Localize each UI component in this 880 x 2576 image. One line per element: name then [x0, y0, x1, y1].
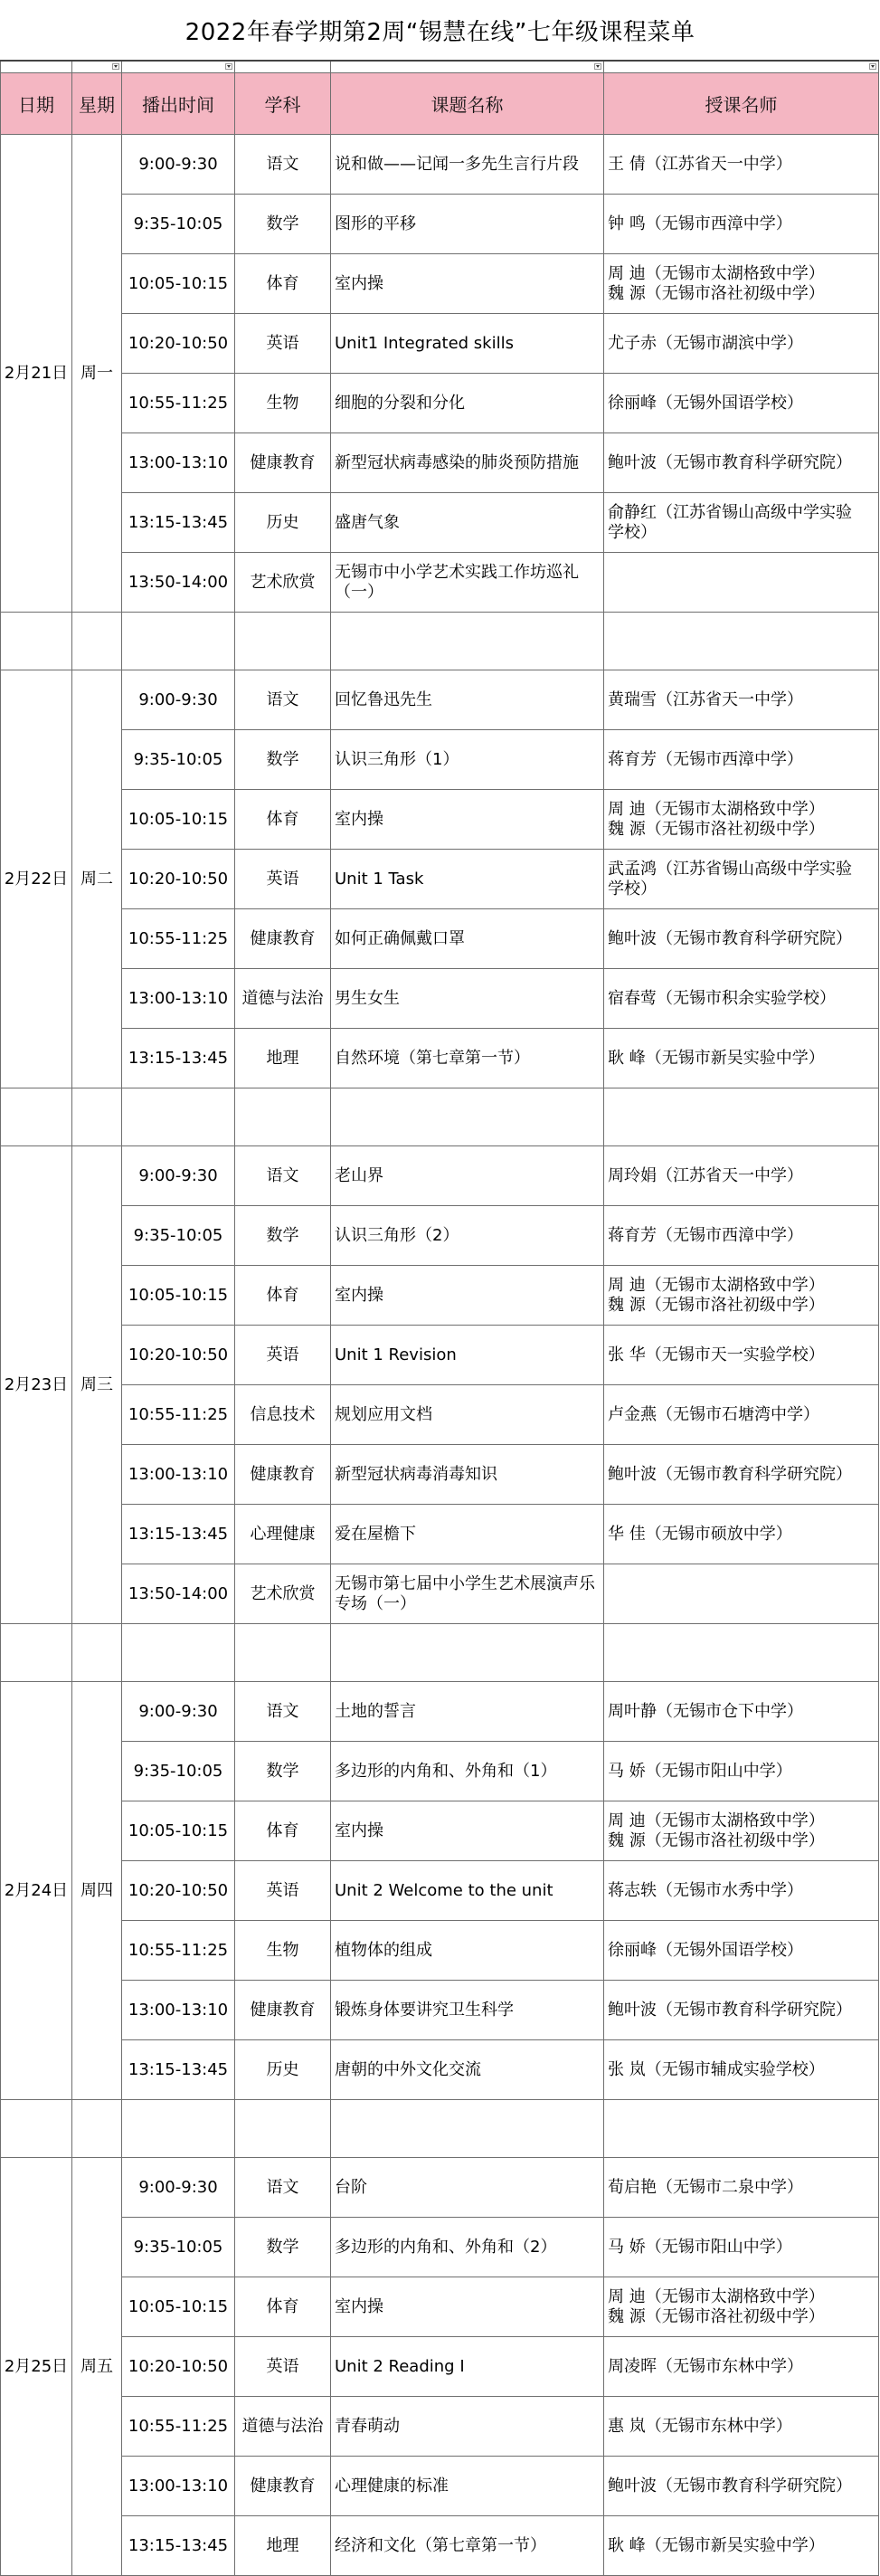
time-cell[interactable]: 9:00-9:30: [122, 1146, 235, 1206]
subject-cell[interactable]: 体育: [235, 254, 331, 314]
subject-cell[interactable]: 语文: [235, 1682, 331, 1742]
topic-cell[interactable]: 细胞的分裂和分化: [331, 374, 604, 433]
subject-cell[interactable]: 历史: [235, 493, 331, 553]
time-cell[interactable]: 13:00-13:10: [122, 1445, 235, 1505]
teacher-cell[interactable]: [604, 1564, 879, 1624]
empty-cell[interactable]: [72, 2100, 122, 2158]
time-cell[interactable]: 10:05-10:15: [122, 1801, 235, 1861]
topic-cell[interactable]: 植物体的组成: [331, 1921, 604, 1981]
table-row: [1, 1742, 879, 1801]
time-cell[interactable]: 10:55-11:25: [122, 374, 235, 433]
header-weekday[interactable]: 星期: [72, 73, 122, 135]
topic-cell[interactable]: 图形的平移: [331, 195, 604, 254]
topic-cell[interactable]: 室内操: [331, 2277, 604, 2337]
topic-cell[interactable]: 多边形的内角和、外角和（1）: [331, 1742, 604, 1801]
empty-cell[interactable]: [604, 1088, 879, 1146]
table-row: [1, 1564, 879, 1624]
subject-cell[interactable]: 体育: [235, 1801, 331, 1861]
filter-dropdown-icon[interactable]: [112, 63, 119, 70]
subject-cell[interactable]: 英语: [235, 1861, 331, 1921]
teacher-line: 徐丽峰（无锡外国语学校）: [608, 393, 803, 413]
teacher-line: 蒋育芳（无锡市西漳中学）: [608, 749, 803, 769]
topic-cell[interactable]: 盛唐气象: [331, 493, 604, 553]
subject-cell[interactable]: 体育: [235, 1266, 331, 1326]
subject-cell[interactable]: 体育: [235, 2277, 331, 2337]
sheet-title: 2022年春学期第2周“锡慧在线”七年级课程菜单: [185, 18, 695, 46]
spacer-row: [1, 2100, 879, 2158]
weekday-cell[interactable]: 周一: [72, 135, 122, 613]
header-topic[interactable]: 课题名称: [331, 73, 604, 135]
table-row: [1, 195, 879, 254]
empty-cell[interactable]: [235, 1088, 331, 1146]
time-cell[interactable]: 9:00-9:30: [122, 1682, 235, 1742]
subject-cell[interactable]: 语文: [235, 670, 331, 730]
time-cell[interactable]: 13:15-13:45: [122, 2516, 235, 2576]
time-cell[interactable]: 9:35-10:05: [122, 730, 235, 790]
topic-cell[interactable]: 认识三角形（1）: [331, 730, 604, 790]
teacher-line: 宿春莺（无锡市积余实验学校）: [608, 988, 836, 1008]
teacher-cell[interactable]: [604, 2397, 879, 2457]
weekday-cell[interactable]: 周五: [72, 2158, 122, 2576]
topic-cell[interactable]: 新型冠状病毒消毒知识: [331, 1445, 604, 1505]
filter-gutter-cell: [122, 61, 235, 73]
time-cell[interactable]: 13:50-14:00: [122, 553, 235, 613]
teacher-cell[interactable]: [604, 195, 879, 254]
teacher-line: 马 娇（无锡市阳山中学）: [608, 2237, 792, 2257]
teacher-cell[interactable]: [604, 969, 879, 1029]
teacher-line: 魏 源（无锡市洛社初级中学）: [608, 819, 825, 839]
subject-cell[interactable]: 生物: [235, 1921, 331, 1981]
teacher-line: 耿 峰（无锡市新吴实验中学）: [608, 1048, 825, 1068]
teacher-line: 张 华（无锡市天一实验学校）: [608, 1345, 825, 1364]
header-row: [1, 73, 879, 135]
time-cell[interactable]: 10:05-10:15: [122, 2277, 235, 2337]
topic-cell[interactable]: 认识三角形（2）: [331, 1206, 604, 1266]
empty-cell[interactable]: [1, 2100, 72, 2158]
teacher-line: 鲍叶波（无锡市教育科学研究院）: [608, 2000, 852, 2020]
table-row: [1, 670, 879, 730]
teacher-cell[interactable]: [604, 1981, 879, 2040]
teacher-cell[interactable]: [604, 1445, 879, 1505]
teacher-cell[interactable]: [604, 1742, 879, 1801]
teacher-line: 学校）: [608, 522, 657, 542]
table-row: [1, 1206, 879, 1266]
time-cell[interactable]: 9:00-9:30: [122, 2158, 235, 2218]
teacher-line: 周 迪（无锡市太湖格致中学）: [608, 799, 825, 819]
table-row: [1, 850, 879, 909]
time-cell[interactable]: 10:55-11:25: [122, 909, 235, 969]
teacher-line: 周玲娟（江苏省天一中学）: [608, 1165, 803, 1185]
time-cell[interactable]: 10:20-10:50: [122, 1326, 235, 1385]
teacher-line: 华 佳（无锡市硕放中学）: [608, 1524, 792, 1544]
teacher-line: 钟 鸣（无锡市西漳中学）: [608, 214, 792, 233]
time-cell[interactable]: 10:05-10:15: [122, 1266, 235, 1326]
date-cell[interactable]: 2月21日: [1, 135, 72, 613]
time-cell[interactable]: 10:55-11:25: [122, 2397, 235, 2457]
topic-cell[interactable]: Unit 2 Welcome to the unit: [331, 1861, 604, 1921]
header-date[interactable]: 日期: [1, 73, 72, 135]
table-row: [1, 314, 879, 374]
time-cell[interactable]: 10:55-11:25: [122, 1385, 235, 1445]
table-row: [1, 969, 879, 1029]
subject-cell[interactable]: 英语: [235, 850, 331, 909]
topic-cell[interactable]: 说和做——记闻一多先生言行片段: [331, 135, 604, 195]
teacher-line: 鲍叶波（无锡市教育科学研究院）: [608, 928, 852, 948]
teacher-cell[interactable]: [604, 2277, 879, 2337]
time-cell[interactable]: 10:20-10:50: [122, 2337, 235, 2397]
topic-cell[interactable]: 新型冠状病毒感染的肺炎预防措施: [331, 433, 604, 493]
teacher-cell[interactable]: [604, 670, 879, 730]
subject-cell[interactable]: 道德与法治: [235, 2397, 331, 2457]
table-row: [1, 730, 879, 790]
teacher-line: 鲍叶波（无锡市教育科学研究院）: [608, 452, 852, 472]
subject-cell[interactable]: 语文: [235, 135, 331, 195]
topic-cell[interactable]: 经济和文化（第七章第一节）: [331, 2516, 604, 2576]
teacher-cell[interactable]: [604, 1029, 879, 1088]
subject-cell[interactable]: 地理: [235, 2516, 331, 2576]
time-cell[interactable]: 9:35-10:05: [122, 195, 235, 254]
time-cell[interactable]: 13:00-13:10: [122, 433, 235, 493]
empty-cell[interactable]: [604, 1624, 879, 1682]
teacher-cell[interactable]: [604, 2158, 879, 2218]
table-row: [1, 1326, 879, 1385]
table-row: [1, 2158, 879, 2218]
empty-cell[interactable]: [235, 1624, 331, 1682]
subject-cell[interactable]: 历史: [235, 2040, 331, 2100]
time-cell[interactable]: 9:35-10:05: [122, 1206, 235, 1266]
time-cell[interactable]: 9:00-9:30: [122, 135, 235, 195]
time-cell[interactable]: 10:20-10:50: [122, 1861, 235, 1921]
date-cell[interactable]: 2月25日: [1, 2158, 72, 2576]
teacher-cell[interactable]: [604, 2040, 879, 2100]
teacher-cell[interactable]: [604, 1921, 879, 1981]
filter-dropdown-icon[interactable]: [869, 63, 876, 70]
time-cell[interactable]: 13:00-13:10: [122, 2457, 235, 2516]
teacher-line: 马 娇（无锡市阳山中学）: [608, 1761, 792, 1781]
teacher-line: 周叶静（无锡市仓下中学）: [608, 1701, 803, 1721]
filter-gutter-cell: [331, 61, 604, 73]
empty-cell[interactable]: [122, 1624, 235, 1682]
subject-cell[interactable]: 数学: [235, 1206, 331, 1266]
teacher-line: 荀启艳（无锡市二泉中学）: [608, 2177, 803, 2197]
topic-cell[interactable]: 室内操: [331, 1801, 604, 1861]
empty-cell[interactable]: [1, 1624, 72, 1682]
topic-cell[interactable]: Unit 2 Reading I: [331, 2337, 604, 2397]
subject-cell[interactable]: 道德与法治: [235, 969, 331, 1029]
teacher-line: 周 迪（无锡市太湖格致中学）: [608, 2286, 825, 2306]
table-row: [1, 909, 879, 969]
table-row: [1, 135, 879, 195]
topic-cell[interactable]: 室内操: [331, 790, 604, 850]
topic-cell[interactable]: 室内操: [331, 1266, 604, 1326]
time-cell[interactable]: 10:55-11:25: [122, 1921, 235, 1981]
topic-cell[interactable]: 规划应用文档: [331, 1385, 604, 1445]
date-cell[interactable]: 2月24日: [1, 1682, 72, 2100]
table-row: [1, 2277, 879, 2337]
time-cell[interactable]: 13:00-13:10: [122, 969, 235, 1029]
time-cell[interactable]: 10:05-10:15: [122, 254, 235, 314]
teacher-cell[interactable]: [604, 1326, 879, 1385]
teacher-cell[interactable]: [604, 135, 879, 195]
subject-cell[interactable]: 信息技术: [235, 1385, 331, 1445]
teacher-cell[interactable]: [604, 254, 879, 314]
teacher-cell[interactable]: [604, 314, 879, 374]
time-cell[interactable]: 13:00-13:10: [122, 1981, 235, 2040]
topic-cell[interactable]: Unit1 Integrated skills: [331, 314, 604, 374]
table-row: [1, 254, 879, 314]
teacher-line: 魏 源（无锡市洛社初级中学）: [608, 283, 825, 303]
time-cell[interactable]: 10:20-10:50: [122, 850, 235, 909]
table-row: [1, 2397, 879, 2457]
subject-cell[interactable]: 数学: [235, 730, 331, 790]
teacher-line: 鲍叶波（无锡市教育科学研究院）: [608, 1464, 852, 1484]
teacher-line: 鲍叶波（无锡市教育科学研究院）: [608, 2476, 852, 2495]
topic-cell[interactable]: 无锡市中小学艺术实践工作坊巡礼（一）: [331, 553, 604, 613]
teacher-cell[interactable]: [604, 1385, 879, 1445]
table-row: [1, 1682, 879, 1742]
time-cell[interactable]: 13:15-13:45: [122, 1505, 235, 1564]
subject-cell[interactable]: 艺术欣赏: [235, 553, 331, 613]
table-row: [1, 1445, 879, 1505]
topic-cell[interactable]: 爱在屋檐下: [331, 1505, 604, 1564]
filter-gutter-cell: [72, 61, 122, 73]
date-cell[interactable]: 2月22日: [1, 670, 72, 1088]
teacher-cell[interactable]: [604, 553, 879, 613]
empty-cell[interactable]: [235, 613, 331, 670]
empty-cell[interactable]: [331, 1088, 604, 1146]
teacher-cell[interactable]: [604, 374, 879, 433]
empty-cell[interactable]: [72, 613, 122, 670]
teacher-line: 惠 岚（无锡市东林中学）: [608, 2416, 792, 2436]
empty-cell[interactable]: [331, 613, 604, 670]
topic-cell[interactable]: Unit 1 Task: [331, 850, 604, 909]
teacher-line: 张 岚（无锡市辅成实验学校）: [608, 2059, 825, 2079]
weekday-cell[interactable]: 周二: [72, 670, 122, 1088]
time-cell[interactable]: 13:15-13:45: [122, 2040, 235, 2100]
teacher-line: 蒋志轶（无锡市水秀中学）: [608, 1880, 803, 1900]
topic-cell[interactable]: 自然环境（第七章第一节）: [331, 1029, 604, 1088]
topic-cell[interactable]: 无锡市第七届中小学生艺术展演声乐专场（一）: [331, 1564, 604, 1624]
teacher-cell[interactable]: [604, 1682, 879, 1742]
topic-cell[interactable]: 室内操: [331, 254, 604, 314]
spacer-row: [1, 1624, 879, 1682]
table-row: [1, 2457, 879, 2516]
teacher-cell[interactable]: [604, 1505, 879, 1564]
subject-cell[interactable]: 数学: [235, 2218, 331, 2277]
teacher-cell[interactable]: [604, 2516, 879, 2576]
teacher-cell[interactable]: [604, 493, 879, 553]
time-cell[interactable]: 13:15-13:45: [122, 1029, 235, 1088]
teacher-line: 耿 峰（无锡市新吴实验中学）: [608, 2535, 825, 2555]
table-row: [1, 1385, 879, 1445]
topic-cell[interactable]: 锻炼身体要讲究卫生科学: [331, 1981, 604, 2040]
table-row: [1, 374, 879, 433]
subject-cell[interactable]: 健康教育: [235, 1445, 331, 1505]
empty-cell[interactable]: [122, 1088, 235, 1146]
table-row: [1, 1861, 879, 1921]
topic-cell[interactable]: 回忆鲁迅先生: [331, 670, 604, 730]
table-row: [1, 1981, 879, 2040]
table-row: [1, 2218, 879, 2277]
weekday-cell[interactable]: 周三: [72, 1146, 122, 1624]
empty-cell[interactable]: [331, 2100, 604, 2158]
teacher-cell[interactable]: [604, 1146, 879, 1206]
teacher-cell[interactable]: [604, 850, 879, 909]
subject-cell[interactable]: 心理健康: [235, 1505, 331, 1564]
time-cell[interactable]: 10:20-10:50: [122, 314, 235, 374]
time-cell[interactable]: 9:35-10:05: [122, 1742, 235, 1801]
teacher-cell[interactable]: [604, 433, 879, 493]
teacher-line: 卢金燕（无锡市石塘湾中学）: [608, 1404, 819, 1424]
teacher-line: 徐丽峰（无锡外国语学校）: [608, 1940, 803, 1960]
date-cell[interactable]: 2月23日: [1, 1146, 72, 1624]
table-row: [1, 2337, 879, 2397]
teacher-line: 蒋育芳（无锡市西漳中学）: [608, 1225, 803, 1245]
topic-cell[interactable]: 男生女生: [331, 969, 604, 1029]
empty-cell[interactable]: [122, 613, 235, 670]
teacher-cell[interactable]: [604, 2457, 879, 2516]
table-row: [1, 493, 879, 553]
subject-cell[interactable]: 健康教育: [235, 909, 331, 969]
teacher-cell[interactable]: [604, 1206, 879, 1266]
empty-cell[interactable]: [122, 2100, 235, 2158]
subject-cell[interactable]: 英语: [235, 1326, 331, 1385]
topic-cell[interactable]: 多边形的内角和、外角和（2）: [331, 2218, 604, 2277]
table-row: [1, 790, 879, 850]
subject-cell[interactable]: 健康教育: [235, 1981, 331, 2040]
header-teacher[interactable]: 授课名师: [604, 73, 879, 135]
table-row: [1, 433, 879, 493]
topic-cell[interactable]: 如何正确佩戴口罩: [331, 909, 604, 969]
teacher-line: 周 迪（无锡市太湖格致中学）: [608, 263, 825, 283]
topic-cell[interactable]: Unit 1 Revision: [331, 1326, 604, 1385]
teacher-cell[interactable]: [604, 1801, 879, 1861]
empty-cell[interactable]: [604, 2100, 879, 2158]
empty-cell[interactable]: [72, 1088, 122, 1146]
empty-cell[interactable]: [1, 1088, 72, 1146]
teacher-cell[interactable]: [604, 1861, 879, 1921]
teacher-line: 尤子赤（无锡市湖滨中学）: [608, 333, 803, 353]
empty-cell[interactable]: [235, 2100, 331, 2158]
subject-cell[interactable]: 健康教育: [235, 433, 331, 493]
subject-cell[interactable]: 地理: [235, 1029, 331, 1088]
teacher-cell[interactable]: [604, 790, 879, 850]
filter-gutter-cell: [235, 61, 331, 73]
teacher-line: 周凌晖（无锡市东林中学）: [608, 2356, 803, 2376]
spacer-row: [1, 1088, 879, 1146]
teacher-line: 黄瑞雪（江苏省天一中学）: [608, 689, 803, 709]
table-row: [1, 1505, 879, 1564]
schedule-table: [0, 60, 879, 2576]
subject-cell[interactable]: 数学: [235, 1742, 331, 1801]
time-cell[interactable]: 10:05-10:15: [122, 790, 235, 850]
empty-cell[interactable]: [604, 613, 879, 670]
filter-dropdown-icon[interactable]: [594, 63, 601, 70]
teacher-cell[interactable]: [604, 2218, 879, 2277]
teacher-line: 学校）: [608, 879, 657, 898]
filter-dropdown-icon[interactable]: [225, 63, 232, 70]
teacher-cell[interactable]: [604, 2337, 879, 2397]
empty-cell[interactable]: [72, 1624, 122, 1682]
filter-gutter-cell: [604, 61, 879, 73]
subject-cell[interactable]: 体育: [235, 790, 331, 850]
subject-cell[interactable]: 语文: [235, 1146, 331, 1206]
table-row: [1, 1146, 879, 1206]
filter-gutter-row: [1, 61, 879, 73]
topic-cell[interactable]: 唐朝的中外文化交流: [331, 2040, 604, 2100]
time-cell[interactable]: 13:50-14:00: [122, 1564, 235, 1624]
empty-cell[interactable]: [1, 613, 72, 670]
topic-cell[interactable]: 土地的誓言: [331, 1682, 604, 1742]
spacer-row: [1, 613, 879, 670]
header-subject[interactable]: 学科: [235, 73, 331, 135]
subject-cell[interactable]: 英语: [235, 2337, 331, 2397]
filter-gutter-cell: [1, 61, 72, 73]
subject-cell[interactable]: 生物: [235, 374, 331, 433]
teacher-cell[interactable]: [604, 909, 879, 969]
teacher-cell[interactable]: [604, 730, 879, 790]
subject-cell[interactable]: 健康教育: [235, 2457, 331, 2516]
empty-cell[interactable]: [331, 1624, 604, 1682]
topic-cell[interactable]: 台阶: [331, 2158, 604, 2218]
table-row: [1, 2516, 879, 2576]
teacher-line: 周 迪（无锡市太湖格致中学）: [608, 1275, 825, 1295]
table-row: [1, 1801, 879, 1861]
subject-cell[interactable]: 数学: [235, 195, 331, 254]
table-row: [1, 1921, 879, 1981]
time-cell[interactable]: 13:15-13:45: [122, 493, 235, 553]
time-cell[interactable]: 9:00-9:30: [122, 670, 235, 730]
teacher-cell[interactable]: [604, 1266, 879, 1326]
subject-cell[interactable]: 英语: [235, 314, 331, 374]
teacher-line: 周 迪（无锡市太湖格致中学）: [608, 1811, 825, 1830]
weekday-cell[interactable]: 周四: [72, 1682, 122, 2100]
topic-cell[interactable]: 青春萌动: [331, 2397, 604, 2457]
teacher-line: 俞静红（江苏省锡山高级中学实验: [608, 502, 852, 522]
header-air-time[interactable]: 播出时间: [122, 73, 235, 135]
teacher-line: 魏 源（无锡市洛社初级中学）: [608, 2306, 825, 2326]
time-cell[interactable]: 9:35-10:05: [122, 2218, 235, 2277]
teacher-line: 魏 源（无锡市洛社初级中学）: [608, 1830, 825, 1850]
table-row: [1, 1266, 879, 1326]
teacher-line: 魏 源（无锡市洛社初级中学）: [608, 1295, 825, 1315]
teacher-line: 王 倩（江苏省天一中学）: [608, 154, 792, 174]
teacher-line: 武孟鸿（江苏省锡山高级中学实验: [608, 859, 852, 879]
subject-cell[interactable]: 语文: [235, 2158, 331, 2218]
table-row: [1, 1029, 879, 1088]
topic-cell[interactable]: 心理健康的标准: [331, 2457, 604, 2516]
table-row: [1, 2040, 879, 2100]
subject-cell[interactable]: 艺术欣赏: [235, 1564, 331, 1624]
table-row: [1, 553, 879, 613]
topic-cell[interactable]: 老山界: [331, 1146, 604, 1206]
